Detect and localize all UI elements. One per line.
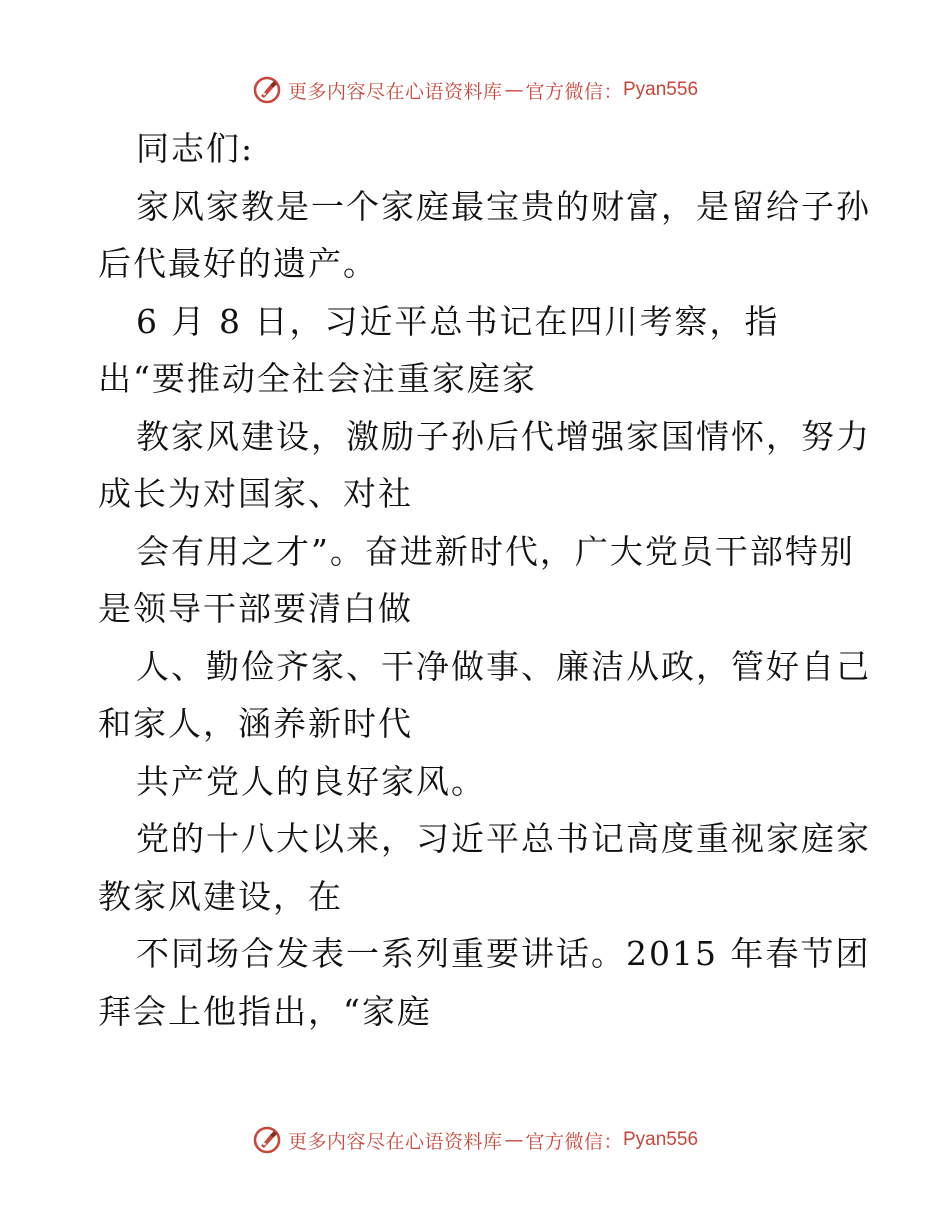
text-line: 不同场合发表一系列重要讲话。2015 年春节团 (136, 934, 871, 973)
text-line: 出“要推动全社会注重家庭家 (98, 359, 537, 398)
watermark-label: 官方微信： (525, 1130, 623, 1153)
text-line: 成长为对国家、对社 (98, 474, 413, 513)
text-line: 教家风建设，在 (98, 876, 343, 916)
watermark-text: 更多内容尽在心语资料库 (287, 1130, 503, 1153)
text-line: 同志们: (136, 129, 255, 168)
text-line: 是领导干部要清白做 (98, 589, 413, 628)
text-line: 6 月 8 日，习近平总书记在四川考察，指 (136, 301, 780, 341)
watermark-id: Pyan556 (623, 1129, 699, 1150)
watermark-dash: — (504, 79, 524, 101)
text-line: 共产党人的良好家风。 (136, 761, 486, 801)
header-watermark (0, 70, 950, 110)
watermark-text: 更多内容尽在心语资料库 (287, 80, 503, 103)
footer-watermark (0, 1120, 950, 1160)
text-line: 拜会上他指出，“家庭 (98, 991, 432, 1031)
text-line: 后代最好的遗产。 (98, 244, 378, 283)
pen-nib-circle-icon (252, 75, 282, 105)
text-line: 家风家教是一个家庭最宝贵的财富，是留给子孙 (136, 186, 871, 226)
watermark-label: 官方微信： (525, 80, 623, 103)
text-line: 党的十八大以来，习近平总书记高度重视家庭家 (136, 819, 871, 858)
text-line: 会有用之才”。奋进新时代，广大党员干部特别 (136, 531, 855, 571)
pen-nib-circle-icon (252, 1125, 282, 1155)
text-line: 和家人，涵养新时代 (98, 704, 413, 743)
text-line: 人、勤俭齐家、干净做事、廉洁从政，管好自己 (136, 646, 871, 686)
watermark-id: Pyan556 (623, 79, 699, 100)
document-body (98, 120, 871, 1040)
text-line: 教家风建设，激励子孙后代增强家国情怀，努力 (136, 416, 871, 456)
watermark-dash: — (504, 1129, 524, 1151)
